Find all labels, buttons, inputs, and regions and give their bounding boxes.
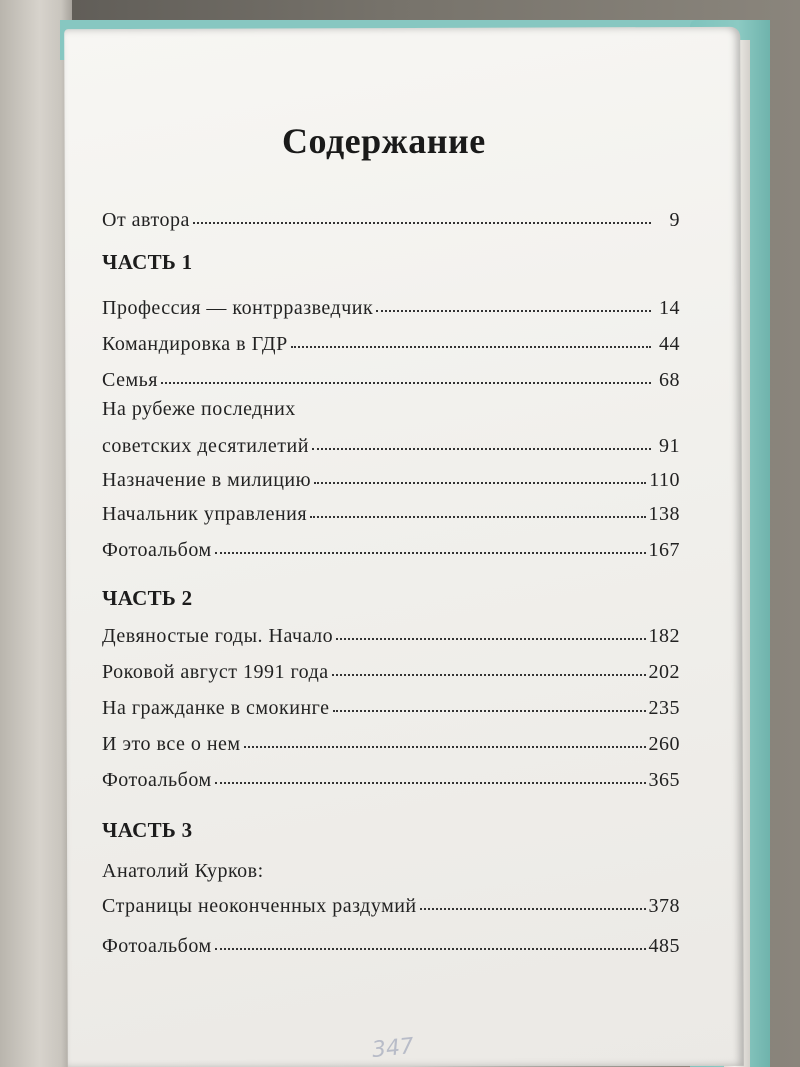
toc-entry-label: Фотоальбом — [102, 935, 212, 957]
toc-entry — [102, 658, 680, 686]
toc-entry-label: Командировка в ГДР — [102, 333, 288, 355]
toc-entry-page: 485 — [648, 935, 680, 957]
leader-dots — [215, 764, 646, 784]
toc-entry-label: Страницы неоконченных раздумий — [102, 895, 417, 917]
leader-dots — [333, 692, 646, 712]
toc-entry-page: 365 — [648, 769, 680, 791]
left-page-edge — [0, 0, 72, 1067]
toc-entry-page: 91 — [659, 435, 680, 457]
toc-entry-page: 68 — [659, 369, 680, 391]
toc-entry — [102, 622, 680, 650]
toc-entry-page: 138 — [648, 503, 680, 525]
toc-entry — [102, 366, 680, 394]
page-title: Содержание — [282, 121, 486, 161]
leader-dots — [376, 292, 651, 312]
toc-entry-page: 167 — [648, 539, 680, 561]
toc-entry-label: Фотоальбом — [102, 539, 212, 561]
leader-dots — [193, 204, 651, 224]
toc-entry-page: 378 — [648, 895, 680, 917]
toc-entry-label-line1: На рубеже последних — [102, 398, 296, 420]
toc-entry-page: 202 — [648, 661, 680, 683]
toc-entry-page: 44 — [659, 333, 680, 355]
leader-dots — [244, 728, 646, 748]
toc-entry — [102, 466, 680, 494]
toc-entry-label: советских десятилетий — [102, 435, 309, 457]
toc-entry-label: Роковой август 1991 года — [102, 661, 329, 683]
toc-entry — [102, 432, 680, 460]
toc-entry-intro — [102, 206, 680, 234]
toc-entry-label-line1: Анатолий Курков: — [102, 860, 264, 882]
toc-entry-label: Назначение в милицию — [102, 469, 312, 491]
toc-entry-page: 260 — [648, 733, 680, 755]
leader-dots — [161, 364, 651, 384]
leader-dots — [314, 464, 646, 484]
toc-entry — [102, 892, 680, 920]
toc-entry-page: 14 — [659, 297, 680, 319]
toc-entry — [102, 536, 680, 564]
toc-entry-page: 235 — [648, 697, 680, 719]
toc-entry — [102, 766, 680, 794]
toc-entry-page: 9 — [669, 209, 680, 231]
leader-dots — [336, 620, 645, 640]
toc-entry-label: Девяностые годы. Начало — [102, 625, 334, 647]
leader-dots — [312, 430, 651, 450]
part-1-heading: ЧАСТЬ 1 — [102, 250, 193, 274]
toc-entry-label: На гражданке в смокинге — [102, 697, 330, 719]
leader-dots — [215, 534, 646, 554]
toc-entry-label: И это все о нем — [102, 733, 241, 755]
leader-dots — [215, 930, 646, 950]
toc-entry-label: Фотоальбом — [102, 769, 212, 791]
toc-entry-page: 110 — [649, 469, 680, 491]
toc-entry-label: Начальник управления — [102, 503, 308, 525]
toc-entry — [102, 730, 680, 758]
toc-entry — [102, 932, 680, 960]
toc-entry-label: Семья — [102, 369, 158, 391]
part-3-heading: ЧАСТЬ 3 — [102, 818, 193, 842]
leader-dots — [310, 498, 645, 518]
toc-entry — [102, 294, 680, 322]
toc-entry-label: Профессия — контрразведчик — [102, 297, 374, 319]
leader-dots — [332, 656, 646, 676]
toc-entry — [102, 500, 680, 528]
leader-dots — [420, 890, 646, 910]
inventory-stamp: 347 — [370, 1033, 416, 1064]
toc-entry — [102, 330, 680, 358]
leader-dots — [291, 328, 651, 348]
toc-entry — [102, 694, 680, 722]
toc-entry-label: От автора — [102, 209, 190, 231]
part-2-heading: ЧАСТЬ 2 — [102, 586, 193, 610]
toc-entry-page: 182 — [648, 625, 680, 647]
